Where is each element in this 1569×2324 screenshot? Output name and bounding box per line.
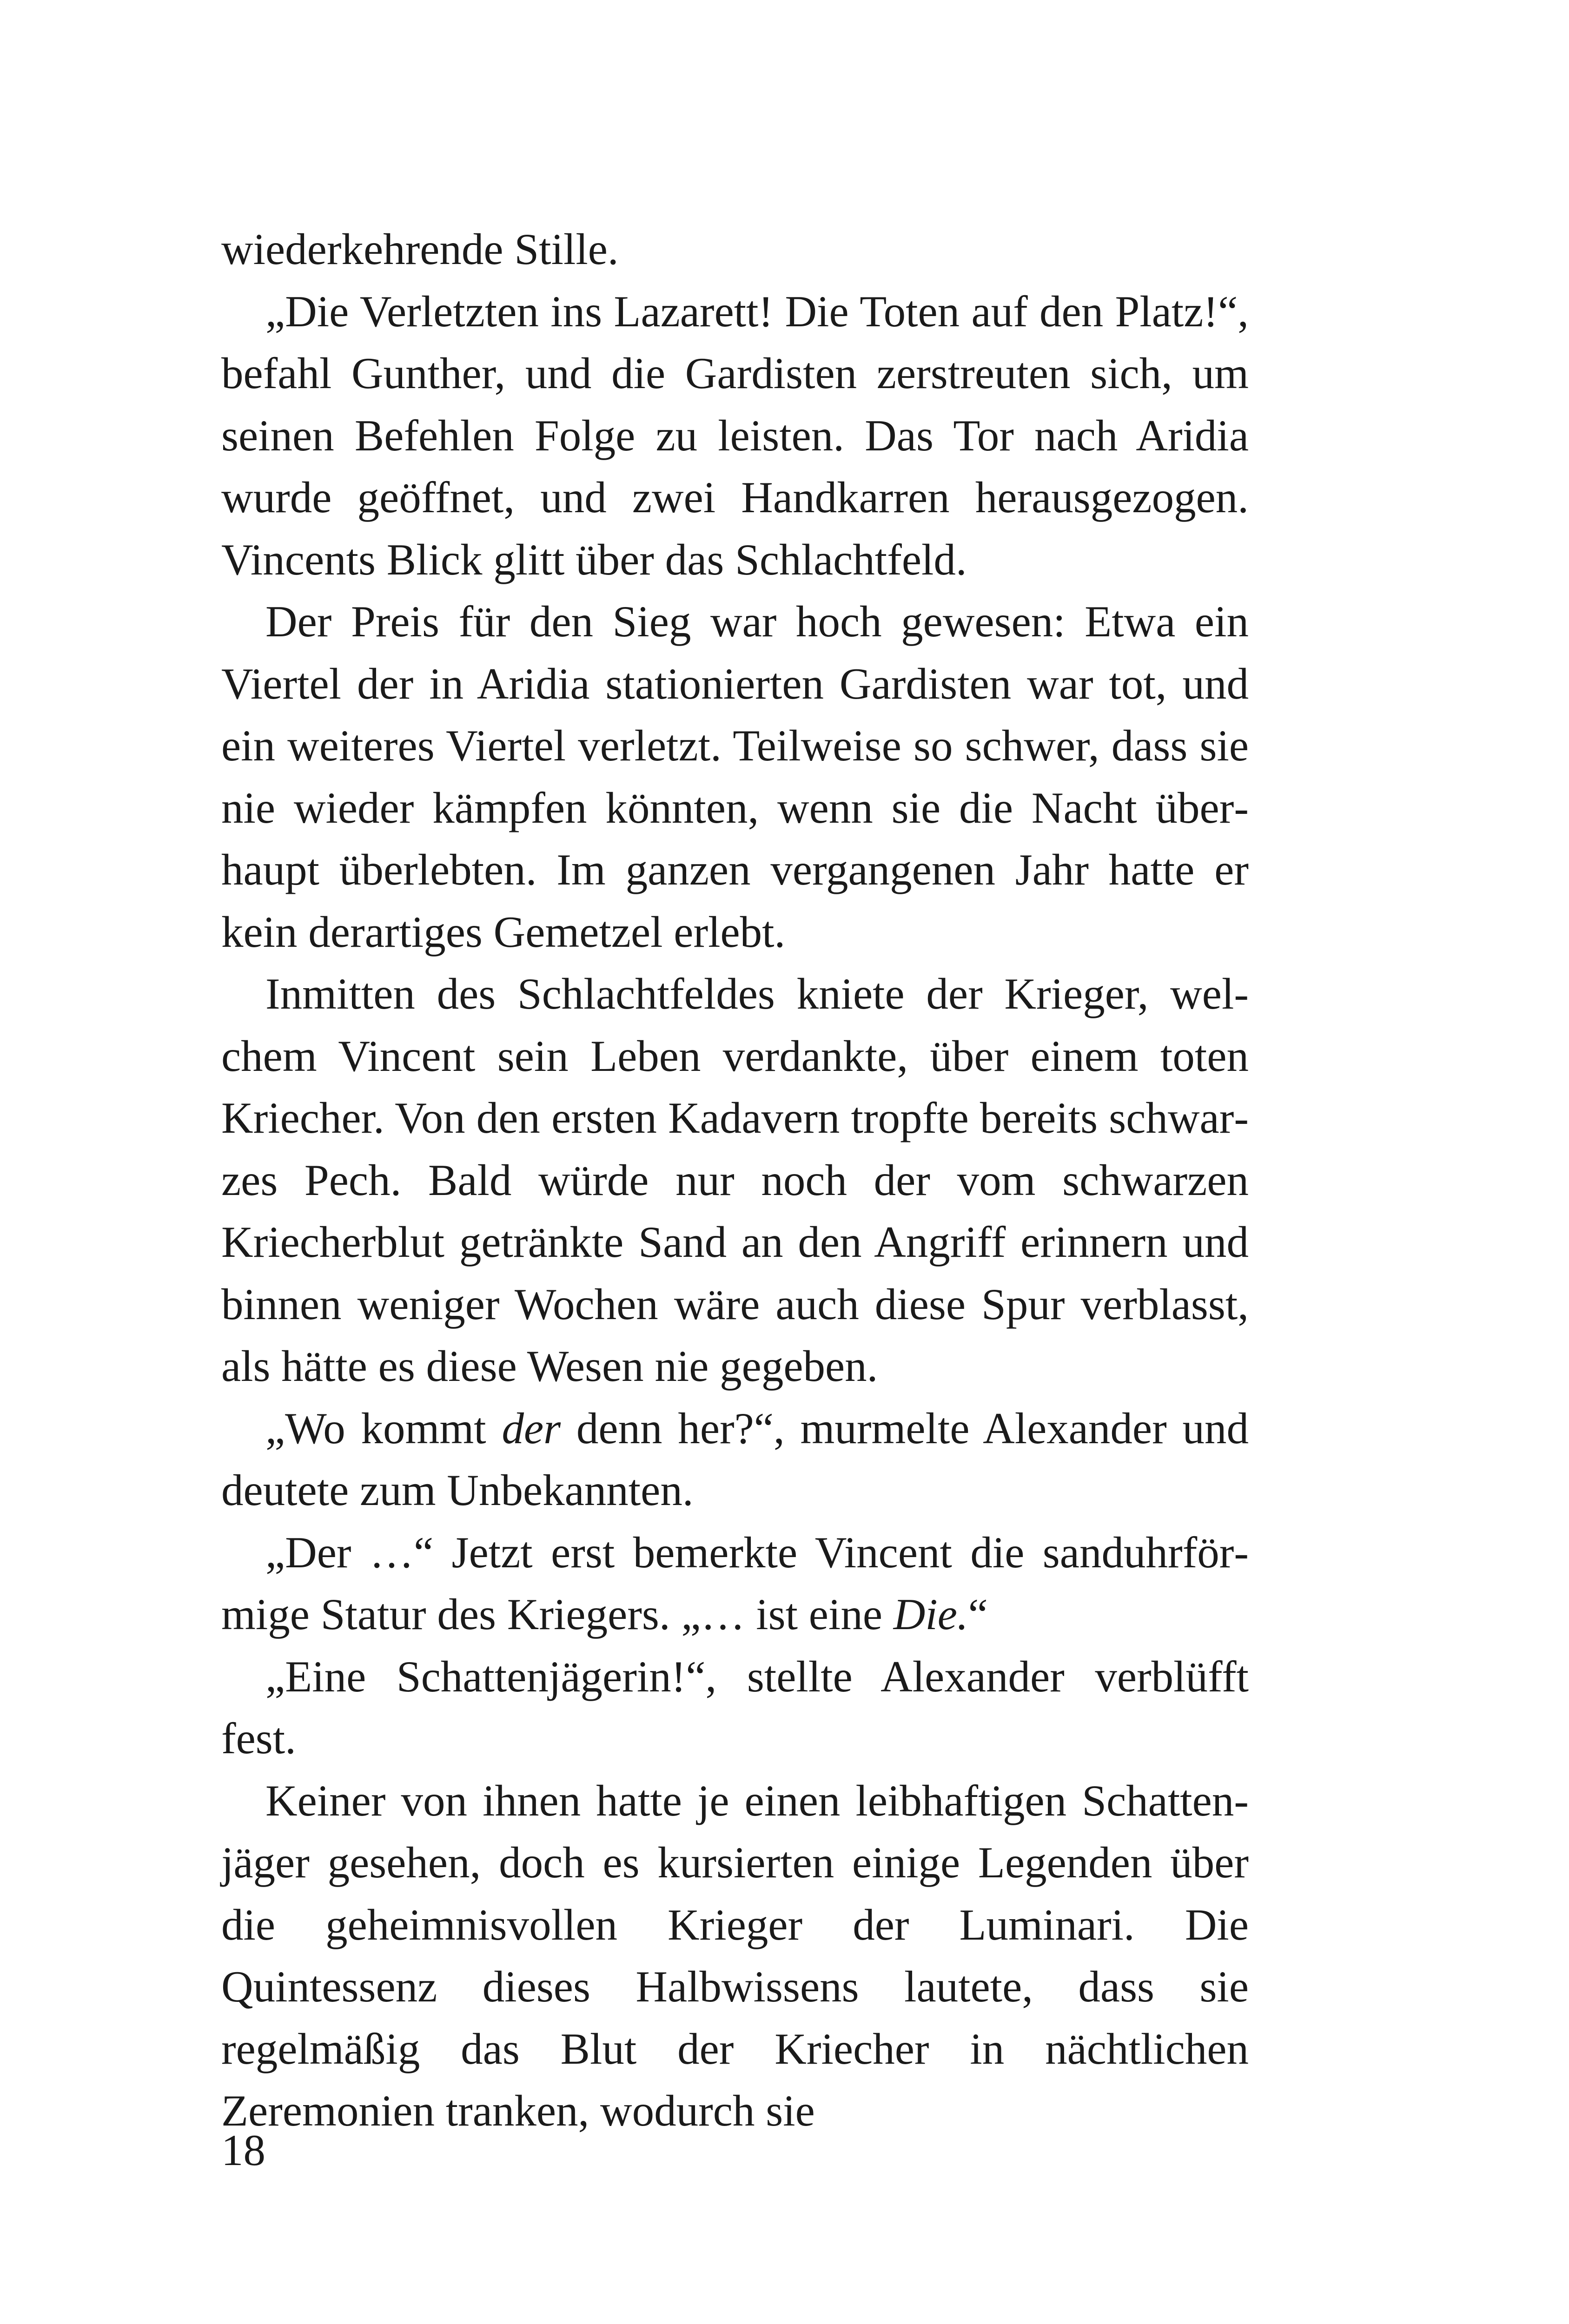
- emphasis-text: Die.: [893, 1590, 968, 1639]
- body-text: [221, 218, 1249, 2142]
- paragraph-alexander-question: [221, 1398, 1249, 1522]
- paragraph-orders: „Die Verletzten ins Lazarett! Die Toten auf den Platz!“, befahl Gunther, und die Gardisten zerstreuten sich, um seinen Befehlen Folge zu leisten. Das Tor nach Aridia wurde geöffnet, und zwei Handkarren herausgezogen. Vincents Blick glitt über das Schlachtfeld.: [221, 286, 1249, 584]
- paragraph-legends: Keiner von ihnen hatte je einen leibhaftigen Schattenjäger gesehen, doch es kursierten einige Legenden über die geheimnisvollen Krieger der Luminari. Die Quintessenz dieses Halbwissens lautete, dass sie regelmäßig das Blut der Kriecher in nächtlichen Zeremonien tranken, wodurch sie: [221, 1776, 1249, 2135]
- dialogue-text: „Der …“ Jetzt erst bemerkte Vincent die sanduhrförmige Statur des Kriegers. „… ist eine: [221, 1527, 1249, 1639]
- paragraph-kneeling-warrior: Inmitten des Schlachtfeldes kniete der Krieger, welchem Vincent sein Leben verdankte, über einem toten Kriecher. Von den ersten Kadavern tropfte bereits schwarzes Pech. Bald würde nur noch der vom schwarzen Kriecherblut getränkte Sand an den Angriff erinnern und binnen weniger Wochen wäre auch diese Spur verblasst, als hätte es diese Wesen nie gegeben.: [221, 969, 1249, 1391]
- paragraph-continuation: wiederkehrende Stille.: [221, 224, 619, 274]
- paragraph-hourglass-figure: [221, 1522, 1249, 1646]
- paragraph-shadow-huntress: „Eine Schattenjägerin!“, stellte Alexander verblüfft fest.: [221, 1651, 1249, 1763]
- emphasis-text: der: [502, 1403, 561, 1453]
- paragraph-price-of-victory: Der Preis für den Sieg war hoch gewesen: Etwa ein Viertel der in Aridia stationierten Gardisten war tot, und ein weiteres Viertel verletzt. Teilweise so schwer, dass sie nie wieder kämpfen könnten, wenn sie die Nacht überhaupt überlebten. Im ganzen vergangenen Jahr hatte er kein derartiges Gemetzel erlebt.: [221, 597, 1249, 957]
- dialogue-text: “: [968, 1590, 988, 1639]
- dialogue-text: „Wo kommt: [265, 1403, 502, 1453]
- page-number: 18: [221, 2126, 265, 2175]
- dialogue-text: denn her?“, murmelte Alexander und deutete zum Unbekannten.: [221, 1403, 1249, 1515]
